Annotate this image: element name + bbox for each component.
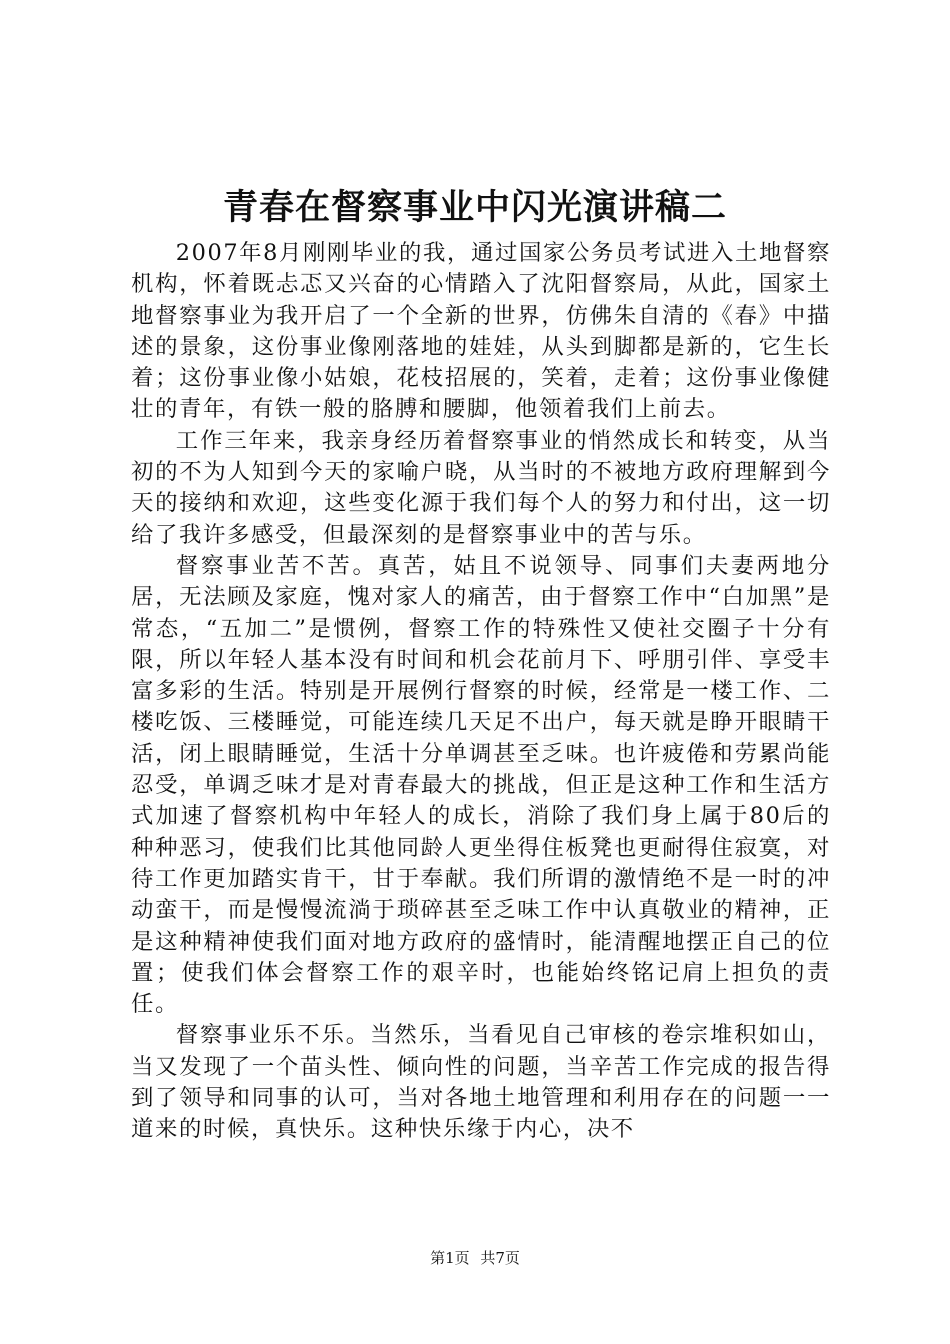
- paragraph-3: 督察事业苦不苦。真苦，姑且不说领导、同事们夫妻两地分居，无法顾及家庭，愧对家人的痛苦，由于督察工作中“白加黑”是常态，“五加二”是惯例，督察工作的特殊性又使社交圈子十分有限，所以年轻人基本没有时间和机会花前月下、呼朋引伴、享受丰富多彩的生活。特别是开展例行督察的时候，经常是一楼工作、二楼吃饭、三楼睡觉，可能连续几天足不出户，每天就是睁开眼睛干活，闭上眼睛睡觉，生活十分单调甚至乏味。也许疲倦和劳累尚能忍受，单调乏味才是对青春最大的挑战，但正是这种工作和生活方式加速了督察机构中年轻人的成长，消除了我们身上属于80后的种种恶习，使我们比其他同龄人更坐得住板凳也更耐得住寂寞，对待工作更加踏实肯干，甘于奉献。我们所谓的激情绝不是一时的冲动蛮干，而是慢慢流淌于琐碎甚至乏味工作中认真敬业的精神，正是这种精神使我们面对地方政府的盛情时，能清醒地摆正自己的位置；使我们体会督察工作的艰辛时，也能始终铭记肩上担负的责任。: [131, 552, 831, 1018]
- paragraph-1: 2007年8月刚刚毕业的我，通过国家公务员考试进入土地督察机构，怀着既忐忑又兴奋的心情踏入了沈阳督察局，从此，国家土地督察事业为我开启了一个全新的世界，仿佛朱自清的《春》中描述的景象，这份事业像刚落地的娃娃，从头到脚都是新的，它生长着；这份事业像小姑娘，花枝招展的，笑着，走着；这份事业像健壮的青年，有铁一般的胳膊和腰脚，他领着我们上前去。: [131, 240, 831, 423]
- page-total: 共7页: [480, 1249, 520, 1267]
- document-body: [131, 238, 831, 1146]
- document-title: 青春在督察事业中闪光演讲稿二: [222, 187, 727, 228]
- paragraph-2: 工作三年来，我亲身经历着督察事业的悄然成长和转变，从当初的不为人知到今天的家喻户晓，从当时的不被地方政府理解到今天的接纳和欢迎，这些变化源于我们每个人的努力和付出，这一切给了我许多感受，但最深刻的是督察事业中的苦与乐。: [131, 427, 831, 548]
- page-footer: [0, 1248, 950, 1268]
- paragraph-4: 督察事业乐不乐。当然乐，当看见自己审核的卷宗堆积如山，当又发现了一个苗头性、倾向性的问题，当辛苦工作完成的报告得到了领导和同事的认可，当对各地土地管理和利用存在的问题一一道来的时候，真快乐。这种快乐缘于内心，决不: [131, 1022, 831, 1143]
- page-number: 第1页: [430, 1249, 470, 1267]
